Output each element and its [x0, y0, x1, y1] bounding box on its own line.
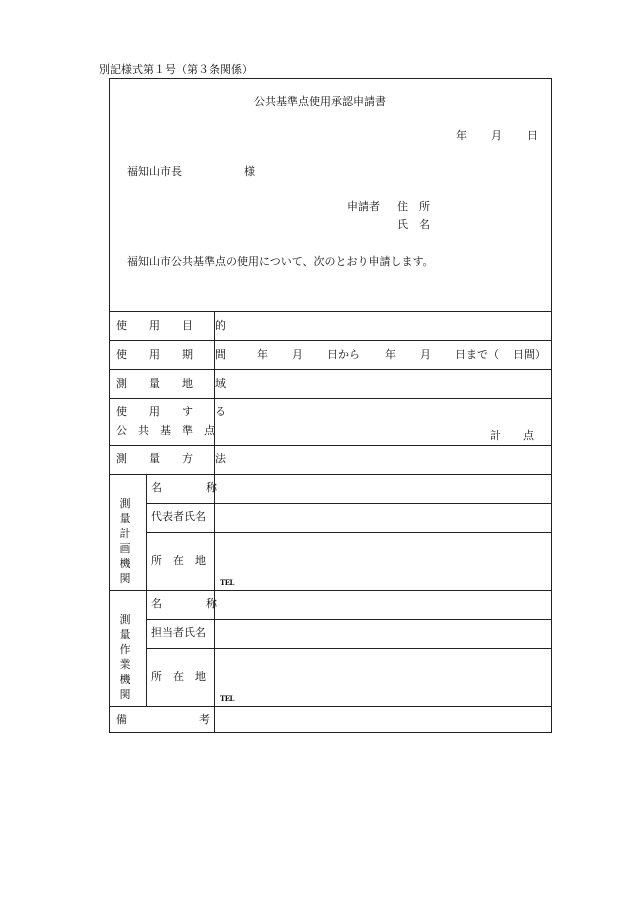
row-line: [146, 619, 551, 620]
applicant-label: 申請者: [347, 200, 380, 213]
addressee-honorific: 様: [244, 165, 255, 178]
row-line: [110, 706, 551, 707]
planning-org-group-label: 測 量 計 画 機 関: [119, 497, 131, 585]
period-month-2: 月: [420, 348, 431, 361]
row-line: [110, 398, 551, 399]
period-day-until: 日まで（: [455, 348, 499, 361]
planning-org-name-label: 名 称: [151, 481, 217, 494]
header-bottom-line: [110, 311, 551, 312]
purpose-label: 使 用 目 的: [116, 319, 226, 332]
row-line: [110, 340, 551, 341]
period-day-from: 日から: [327, 348, 360, 361]
applicant-name-label: 氏 名: [397, 218, 430, 231]
survey-area-label: 測 量 地 域: [116, 377, 226, 390]
form-number: 別記様式第１号（第３条関係）: [99, 63, 253, 76]
label-column-divider: [214, 311, 215, 732]
work-org-tel-label: TEL: [220, 694, 234, 703]
period-days-total: 日間）: [513, 348, 546, 361]
period-month-1: 月: [292, 348, 303, 361]
date-day-label: 日: [527, 129, 538, 142]
period-year-2: 年: [385, 348, 396, 361]
control-points-unit: 計 点: [490, 429, 534, 442]
date-month-label: 月: [491, 129, 502, 142]
row-line: [110, 369, 551, 370]
survey-method-label: 測 量 方 法: [116, 452, 226, 465]
work-org-location-label: 所 在 地: [151, 670, 206, 683]
work-org-name-label: 名 称: [151, 597, 217, 610]
application-statement: 福知山市公共基準点の使用について、次のとおり申請します。: [127, 255, 434, 268]
row-line: [110, 590, 551, 591]
planning-org-tel-label: TEL: [220, 578, 234, 587]
period-label: 使 用 期 間: [116, 348, 226, 361]
addressee-name: 福知山市長: [127, 165, 182, 178]
applicant-address-label: 住 所: [397, 200, 430, 213]
row-line: [146, 532, 551, 533]
remarks-label-right: 考: [199, 713, 210, 726]
group-column-divider: [146, 474, 147, 706]
row-line: [146, 648, 551, 649]
row-line: [110, 474, 551, 475]
work-org-group-label: 測 量 作 業 機 関: [119, 613, 131, 701]
control-points-label-line1: 使 用 す る: [116, 405, 226, 418]
row-line: [110, 445, 551, 446]
period-year-1: 年: [257, 348, 268, 361]
planning-org-rep-label: 代表者氏名: [151, 510, 206, 523]
date-year-label: 年: [456, 129, 467, 142]
work-org-manager-label: 担当者氏名: [151, 626, 206, 639]
row-line: [146, 503, 551, 504]
control-points-label-line2: 公 共 基 準 点: [116, 424, 215, 437]
form-title: 公共基準点使用承認申請書: [254, 95, 386, 108]
planning-org-location-label: 所 在 地: [151, 554, 206, 567]
remarks-label-left: 備: [116, 713, 127, 726]
